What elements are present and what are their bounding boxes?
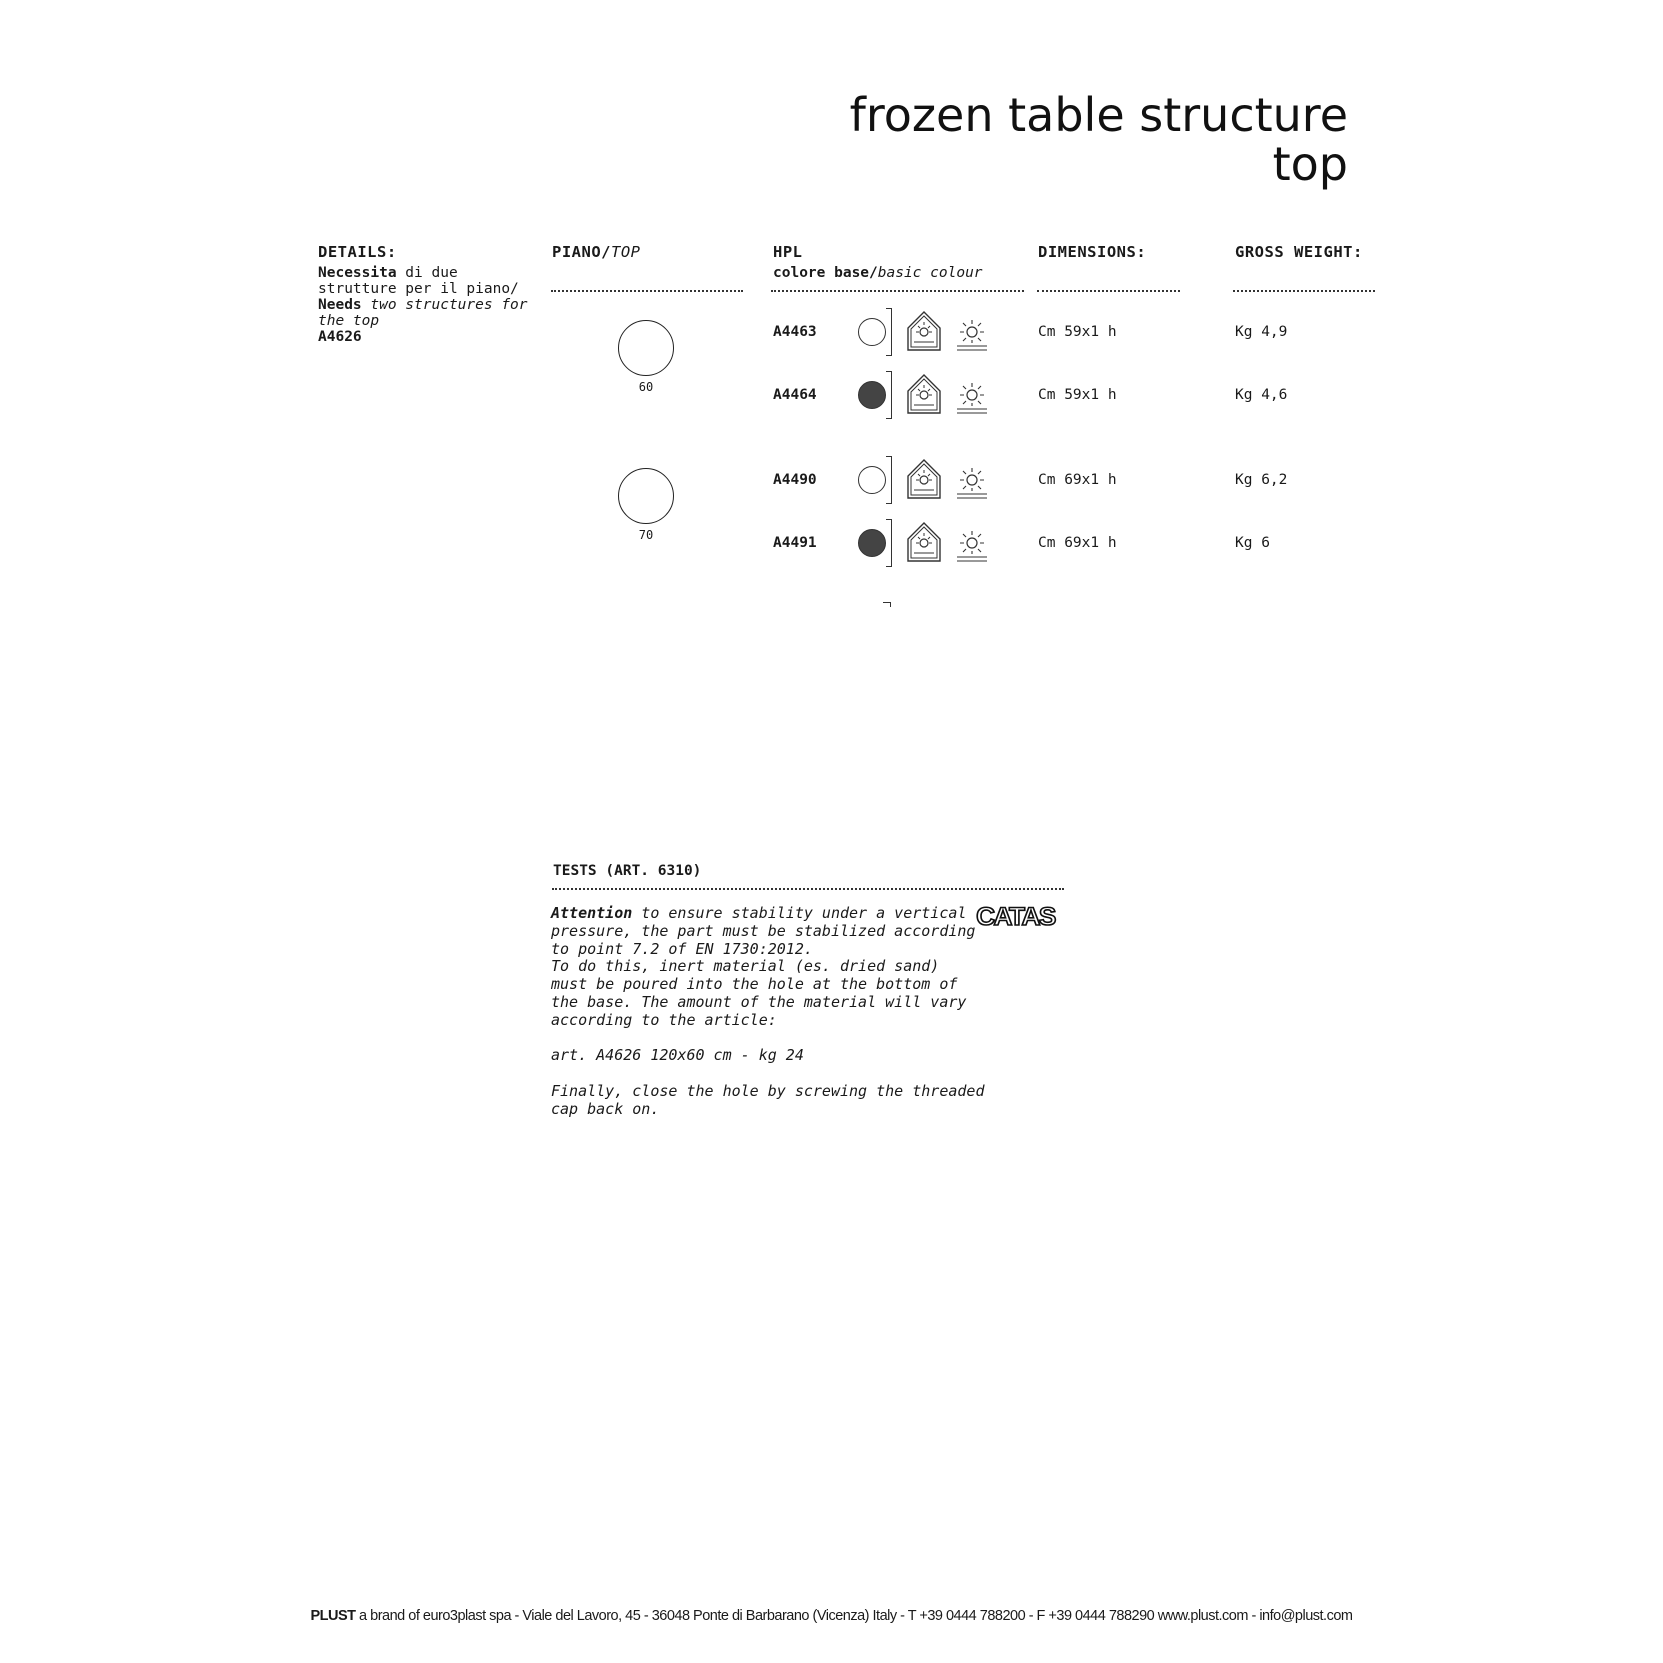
hpl-rule (771, 290, 1024, 292)
bracket-icon (886, 371, 892, 419)
row-weight: Kg 4,9 (1235, 324, 1288, 340)
weight-rule (1233, 290, 1375, 292)
row-dimensions: Cm 69x1 h (1038, 535, 1117, 551)
top-size-60: 60 (638, 380, 654, 394)
tests-line2: pressure, the part must be stabilized according (551, 921, 976, 940)
details-code: A4626 (318, 329, 362, 345)
piano-label: PIANO/ (552, 243, 611, 261)
tests-line6: the base. The amount of the material will vary (551, 992, 967, 1011)
tests-line4: To do this, inert material (es. dried sand) (551, 957, 940, 976)
row-weight: Kg 6 (1235, 535, 1270, 551)
details-needs: Needs (318, 297, 362, 313)
sun-icon (955, 379, 989, 415)
page-title: frozen table structure (849, 88, 1348, 142)
sun-icon (955, 316, 989, 352)
row-code: A4463 (773, 324, 817, 340)
tests-line7: according to the article: (551, 1010, 777, 1029)
tests-line10: cap back on. (551, 1099, 660, 1118)
details-necessita: Necessita (318, 265, 397, 281)
basic-colour-label: basic colour (877, 265, 983, 281)
row-weight: Kg 4,6 (1235, 387, 1288, 403)
page-subtitle: top (1272, 137, 1348, 191)
tests-line8: art. A4626 120x60 cm - kg 24 (551, 1046, 804, 1065)
house-lamp-icon (906, 373, 942, 415)
tests-line9: Finally, close the hole by screwing the threaded (551, 1081, 985, 1100)
dimensions-rule (1037, 290, 1180, 292)
piano-header (552, 243, 641, 261)
tests-line3: to point 7.2 of EN 1730:2012. (551, 939, 813, 958)
bracket-icon (886, 456, 892, 504)
gross-weight-header: GROSS WEIGHT: (1235, 243, 1363, 261)
tests-text (551, 905, 984, 1119)
sun-icon (955, 527, 989, 563)
piano-rule (551, 290, 743, 292)
round-top-60-icon (618, 320, 674, 376)
row-code: A4490 (773, 472, 817, 488)
details-di-due: di due (396, 265, 458, 281)
sun-icon (955, 464, 989, 500)
dimensions-header: DIMENSIONS: (1038, 243, 1147, 261)
details-two-structures: two structures for (361, 297, 528, 313)
tests-header: TESTS (ART. 6310) (553, 863, 702, 879)
details-header: DETAILS: (318, 243, 397, 261)
house-lamp-icon (906, 521, 942, 563)
hpl-header: HPL (773, 243, 803, 261)
row-dimensions: Cm 59x1 h (1038, 387, 1117, 403)
row-code: A4491 (773, 535, 817, 551)
catas-logo: CATAS (976, 903, 1055, 931)
colore-base-label: colore base/ (773, 265, 878, 281)
row-code: A4464 (773, 387, 817, 403)
round-top-70-icon (618, 468, 674, 524)
footer (0, 1608, 1663, 1624)
house-lamp-icon (906, 310, 942, 352)
details-block (318, 265, 528, 345)
footer-brand: PLUST (310, 1608, 356, 1624)
house-lamp-icon (906, 458, 942, 500)
dark-swatch-icon (858, 381, 886, 409)
top-size-70: 70 (638, 528, 654, 542)
white-swatch-icon (858, 318, 886, 346)
details-line2: strutture per il piano/ (318, 281, 519, 297)
tests-line1: to ensure stability under a vertical (632, 904, 967, 922)
details-the-top: the top (318, 313, 380, 329)
corner-mark (883, 602, 891, 607)
tests-rule (552, 888, 1064, 890)
footer-text: a brand of euro3plast spa - Viale del Lavoro, 45 - 36048 Ponte di Barbarano (Vicenza) Italy - T +39 0444 788200 - F +39 0444 788290 www.plust.com - info@plust.com (355, 1608, 1353, 1624)
dark-swatch-icon (858, 529, 886, 557)
row-dimensions: Cm 59x1 h (1038, 324, 1117, 340)
tests-line5: must be poured into the hole at the bottom of (551, 975, 958, 994)
row-dimensions: Cm 69x1 h (1038, 472, 1117, 488)
white-swatch-icon (858, 466, 886, 494)
bracket-icon (886, 308, 892, 356)
tests-attention: Attention (551, 904, 633, 922)
bracket-icon (886, 519, 892, 567)
colour-subheader (773, 265, 983, 281)
row-weight: Kg 6,2 (1235, 472, 1288, 488)
top-label: TOP (611, 243, 641, 261)
